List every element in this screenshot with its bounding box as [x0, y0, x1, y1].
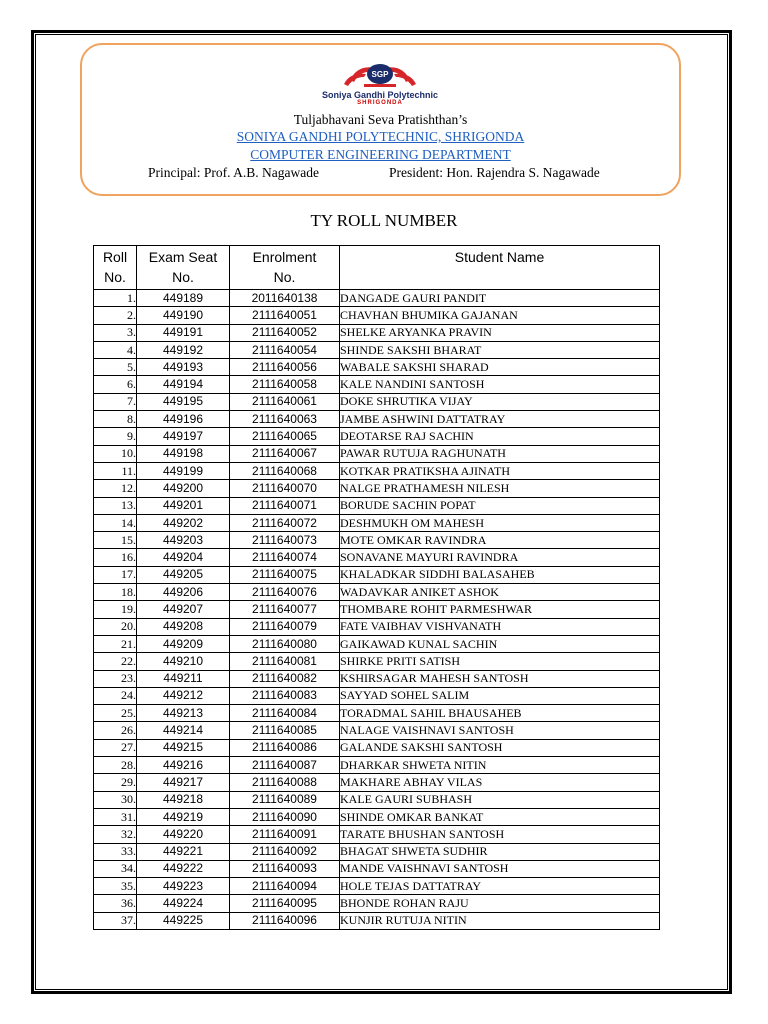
logo-subcaption: SHRIGONDA: [357, 100, 403, 106]
roll-no-cell: 16.: [94, 549, 137, 566]
student-name-cell: MOTE OMKAR RAVINDRA: [340, 532, 660, 549]
exam-seat-cell: 449217: [137, 774, 230, 791]
exam-seat-cell: 449224: [137, 895, 230, 912]
principal-name: Principal: Prof. A.B. Nagawade: [148, 165, 319, 180]
student-name-cell: TORADMAL SAHIL BHAUSAHEB: [340, 705, 660, 722]
roll-no-cell: 37.: [94, 912, 137, 929]
roll-no-cell: 7.: [94, 393, 137, 410]
roll-no-cell: 1.: [94, 290, 137, 307]
enrolment-cell: 2111640087: [230, 757, 340, 774]
student-name-cell: DHARKAR SHWETA NITIN: [340, 757, 660, 774]
student-name-cell: FATE VAIBHAV VISHVANATH: [340, 618, 660, 635]
document-title: TY ROLL NUMBER: [310, 211, 458, 230]
exam-seat-cell: 449222: [137, 860, 230, 877]
exam-seat-cell: 449202: [137, 514, 230, 531]
enrolment-cell: 2111640073: [230, 532, 340, 549]
student-name-cell: THOMBARE ROHIT PARMESHWAR: [340, 601, 660, 618]
exam-seat-cell: 449204: [137, 549, 230, 566]
student-name-cell: SHINDE SAKSHI BHARAT: [340, 341, 660, 358]
table-row: [94, 843, 660, 860]
exam-seat-cell: 449211: [137, 670, 230, 687]
department-name-link[interactable]: COMPUTER ENGINEERING DEPARTMENT: [250, 147, 511, 162]
roll-no-cell: 32.: [94, 826, 137, 843]
table-row: [94, 601, 660, 618]
exam-seat-cell: 449206: [137, 584, 230, 601]
table-row: [94, 687, 660, 704]
exam-seat-cell: 449218: [137, 791, 230, 808]
roll-no-cell: 14.: [94, 514, 137, 531]
table-row: [94, 428, 660, 445]
table-row: [94, 411, 660, 428]
student-name-cell: JAMBE ASHWINI DATTATRAY: [340, 411, 660, 428]
president-name: President: Hon. Rajendra S. Nagawade: [389, 165, 600, 180]
roll-no-cell: 18.: [94, 584, 137, 601]
roll-no-cell: 31.: [94, 808, 137, 825]
table-row: [94, 635, 660, 652]
table-row: [94, 739, 660, 756]
student-name-cell: HOLE TEJAS DATTATRAY: [340, 878, 660, 895]
table-body: [94, 290, 660, 930]
table-row: [94, 584, 660, 601]
roll-no-cell: 34.: [94, 860, 137, 877]
roll-no-cell: 35.: [94, 878, 137, 895]
logo-caption: Soniya Gandhi Polytechnic: [321, 90, 439, 100]
student-name-cell: KSHIRSAGAR MAHESH SANTOSH: [340, 670, 660, 687]
roll-no-cell: 29.: [94, 774, 137, 791]
student-name-cell: DANGADE GAURI PANDIT: [340, 290, 660, 307]
table-row: [94, 705, 660, 722]
student-name-header: [340, 246, 660, 290]
student-name-cell: DESHMUKH OM MAHESH: [340, 514, 660, 531]
enrolment-cell: 2111640084: [230, 705, 340, 722]
table-row: [94, 791, 660, 808]
enrolment-cell: 2111640089: [230, 791, 340, 808]
table-row: [94, 566, 660, 583]
exam-seat-cell: 449193: [137, 359, 230, 376]
student-name-cell: BORUDE SACHIN POPAT: [340, 497, 660, 514]
student-name-cell: TARATE BHUSHAN SANTOSH: [340, 826, 660, 843]
roll-no-cell: 27.: [94, 739, 137, 756]
student-name-cell: PAWAR RUTUJA RAGHUNATH: [340, 445, 660, 462]
enrolment-cell: 2111640063: [230, 411, 340, 428]
table-row: [94, 549, 660, 566]
roll-no-cell: 9.: [94, 428, 137, 445]
table-row: [94, 445, 660, 462]
roll-no-cell: 33.: [94, 843, 137, 860]
roll-no-cell: 11.: [94, 462, 137, 479]
student-name-cell: NALGE PRATHAMESH NILESH: [340, 480, 660, 497]
exam-seat-cell: 449216: [137, 757, 230, 774]
student-name-cell: GAIKAWAD KUNAL SACHIN: [340, 635, 660, 652]
student-name-cell: KOTKAR PRATIKSHA AJINATH: [340, 462, 660, 479]
enrolment-cell: 2111640056: [230, 359, 340, 376]
exam-seat-cell: 449223: [137, 878, 230, 895]
exam-seat-cell: 449195: [137, 393, 230, 410]
table-header-row: [94, 246, 660, 290]
roll-no-cell: 3.: [94, 324, 137, 341]
exam-seat-cell: 449209: [137, 635, 230, 652]
table-row: [94, 359, 660, 376]
table-row: [94, 341, 660, 358]
header-line: No.: [104, 269, 126, 285]
roll-no-header: [94, 246, 137, 290]
enrolment-cell: 2111640081: [230, 653, 340, 670]
roll-no-cell: 2.: [94, 307, 137, 324]
header-line: Student Name: [454, 249, 545, 265]
exam-seat-cell: 449219: [137, 808, 230, 825]
enrolment-cell: 2111640080: [230, 635, 340, 652]
enrolment-cell: 2111640086: [230, 739, 340, 756]
exam-seat-cell: 449212: [137, 687, 230, 704]
exam-seat-header: [137, 246, 230, 290]
enrolment-cell: 2111640074: [230, 549, 340, 566]
table-row: [94, 670, 660, 687]
roll-no-cell: 15.: [94, 532, 137, 549]
exam-seat-cell: 449200: [137, 480, 230, 497]
student-name-cell: SHIRKE PRITI SATISH: [340, 653, 660, 670]
enrolment-cell: 2111640054: [230, 341, 340, 358]
header-line: No.: [273, 269, 296, 285]
roll-no-cell: 12.: [94, 480, 137, 497]
roll-number-table: [93, 245, 660, 930]
roll-no-cell: 25.: [94, 705, 137, 722]
roll-no-cell: 20.: [94, 618, 137, 635]
table-row: [94, 532, 660, 549]
table-row: [94, 393, 660, 410]
exam-seat-cell: 449207: [137, 601, 230, 618]
table-row: [94, 878, 660, 895]
exam-seat-cell: 449194: [137, 376, 230, 393]
exam-seat-cell: 449196: [137, 411, 230, 428]
table-row: [94, 895, 660, 912]
exam-seat-cell: 449221: [137, 843, 230, 860]
enrolment-cell: 2111640093: [230, 860, 340, 877]
roll-no-cell: 28.: [94, 757, 137, 774]
enrolment-cell: 2111640083: [230, 687, 340, 704]
table-row: [94, 774, 660, 791]
exam-seat-cell: 449189: [137, 290, 230, 307]
enrolment-cell: 2111640079: [230, 618, 340, 635]
roll-no-cell: 10.: [94, 445, 137, 462]
student-name-cell: MAKHARE ABHAY VILAS: [340, 774, 660, 791]
enrolment-cell: 2111640067: [230, 445, 340, 462]
enrolment-cell: 2111640096: [230, 912, 340, 929]
enrolment-cell: 2111640090: [230, 808, 340, 825]
enrolment-cell: 2111640070: [230, 480, 340, 497]
roll-no-cell: 22.: [94, 653, 137, 670]
student-name-cell: DOKE SHRUTIKA VIJAY: [340, 393, 660, 410]
student-name-cell: BHONDE ROHAN RAJU: [340, 895, 660, 912]
exam-seat-cell: 449214: [137, 722, 230, 739]
college-name-link[interactable]: SONIYA GANDHI POLYTECHNIC, SHRIGONDA: [236, 129, 525, 144]
roll-no-cell: 21.: [94, 635, 137, 652]
table-row: [94, 757, 660, 774]
enrolment-cell: 2111640095: [230, 895, 340, 912]
table-row: [94, 618, 660, 635]
header-line: Enrolment: [252, 249, 317, 265]
enrolment-cell: 2111640065: [230, 428, 340, 445]
exam-seat-cell: 449205: [137, 566, 230, 583]
roll-no-cell: 19.: [94, 601, 137, 618]
exam-seat-cell: 449220: [137, 826, 230, 843]
enrolment-cell: 2111640092: [230, 843, 340, 860]
enrolment-cell: 2111640076: [230, 584, 340, 601]
header-line: No.: [172, 269, 194, 285]
student-name-cell: KHALADKAR SIDDHI BALASAHEB: [340, 566, 660, 583]
enrolment-cell: 2111640068: [230, 462, 340, 479]
roll-no-cell: 30.: [94, 791, 137, 808]
table-row: [94, 376, 660, 393]
exam-seat-cell: 449192: [137, 341, 230, 358]
enrolment-cell: 2111640061: [230, 393, 340, 410]
exam-seat-cell: 449198: [137, 445, 230, 462]
student-name-cell: SAYYAD SOHEL SALIM: [340, 687, 660, 704]
exam-seat-cell: 449208: [137, 618, 230, 635]
enrolment-cell: 2111640052: [230, 324, 340, 341]
roll-no-cell: 13.: [94, 497, 137, 514]
svg-text:SGP: SGP: [371, 70, 389, 79]
student-name-cell: SHELKE ARYANKA PRAVIN: [340, 324, 660, 341]
header-line: Exam Seat: [148, 249, 218, 265]
trust-name: Tuljabhavani Seva Pratishthan’s: [293, 112, 468, 127]
table-row: [94, 912, 660, 929]
exam-seat-cell: 449213: [137, 705, 230, 722]
enrolment-cell: 2111640085: [230, 722, 340, 739]
enrolment-cell: 2111640072: [230, 514, 340, 531]
roll-no-cell: 24.: [94, 687, 137, 704]
student-name-cell: BHAGAT SHWETA SUDHIR: [340, 843, 660, 860]
roll-no-cell: 23.: [94, 670, 137, 687]
enrolment-cell: 2111640091: [230, 826, 340, 843]
enrolment-cell: 2111640058: [230, 376, 340, 393]
table-row: [94, 826, 660, 843]
table-row: [94, 514, 660, 531]
table-row: [94, 307, 660, 324]
exam-seat-cell: 449210: [137, 653, 230, 670]
student-name-cell: GALANDE SAKSHI SANTOSH: [340, 739, 660, 756]
student-name-cell: SONAVANE MAYURI RAVINDRA: [340, 549, 660, 566]
student-name-cell: DEOTARSE RAJ SACHIN: [340, 428, 660, 445]
student-name-cell: MANDE VAISHNAVI SANTOSH: [340, 860, 660, 877]
roll-no-cell: 26.: [94, 722, 137, 739]
enrolment-cell: 2111640088: [230, 774, 340, 791]
exam-seat-cell: 449191: [137, 324, 230, 341]
exam-seat-cell: 449190: [137, 307, 230, 324]
student-name-cell: SHINDE OMKAR BANKAT: [340, 808, 660, 825]
roll-no-cell: 8.: [94, 411, 137, 428]
student-name-cell: NALAGE VAISHNAVI SANTOSH: [340, 722, 660, 739]
exam-seat-cell: 449199: [137, 462, 230, 479]
student-name-cell: WABALE SAKSHI SHARAD: [340, 359, 660, 376]
enrolment-cell: 2111640051: [230, 307, 340, 324]
exam-seat-cell: 449215: [137, 739, 230, 756]
roll-no-cell: 17.: [94, 566, 137, 583]
enrolment-cell: 2111640077: [230, 601, 340, 618]
exam-seat-cell: 449197: [137, 428, 230, 445]
table-row: [94, 497, 660, 514]
table-row: [94, 480, 660, 497]
enrolment-cell: 2111640075: [230, 566, 340, 583]
header-line: Roll: [102, 249, 128, 265]
roll-no-cell: 4.: [94, 341, 137, 358]
table-row: [94, 860, 660, 877]
enrolment-header: [230, 246, 340, 290]
table-row: [94, 722, 660, 739]
enrolment-cell: 2111640082: [230, 670, 340, 687]
roll-no-cell: 5.: [94, 359, 137, 376]
enrolment-cell: 2111640094: [230, 878, 340, 895]
student-name-cell: KUNJIR RUTUJA NITIN: [340, 912, 660, 929]
student-name-cell: KALE NANDINI SANTOSH: [340, 376, 660, 393]
table-row: [94, 290, 660, 307]
student-name-cell: WADAVKAR ANIKET ASHOK: [340, 584, 660, 601]
table-row: [94, 324, 660, 341]
table-row: [94, 653, 660, 670]
exam-seat-cell: 449201: [137, 497, 230, 514]
student-name-cell: KALE GAURI SUBHASH: [340, 791, 660, 808]
table-row: [94, 462, 660, 479]
table-row: [94, 808, 660, 825]
roll-no-cell: 6.: [94, 376, 137, 393]
exam-seat-cell: 449225: [137, 912, 230, 929]
enrolment-cell: 2111640071: [230, 497, 340, 514]
roll-no-cell: 36.: [94, 895, 137, 912]
student-name-cell: CHAVHAN BHUMIKA GAJANAN: [340, 307, 660, 324]
enrolment-cell: 2011640138: [230, 290, 340, 307]
exam-seat-cell: 449203: [137, 532, 230, 549]
